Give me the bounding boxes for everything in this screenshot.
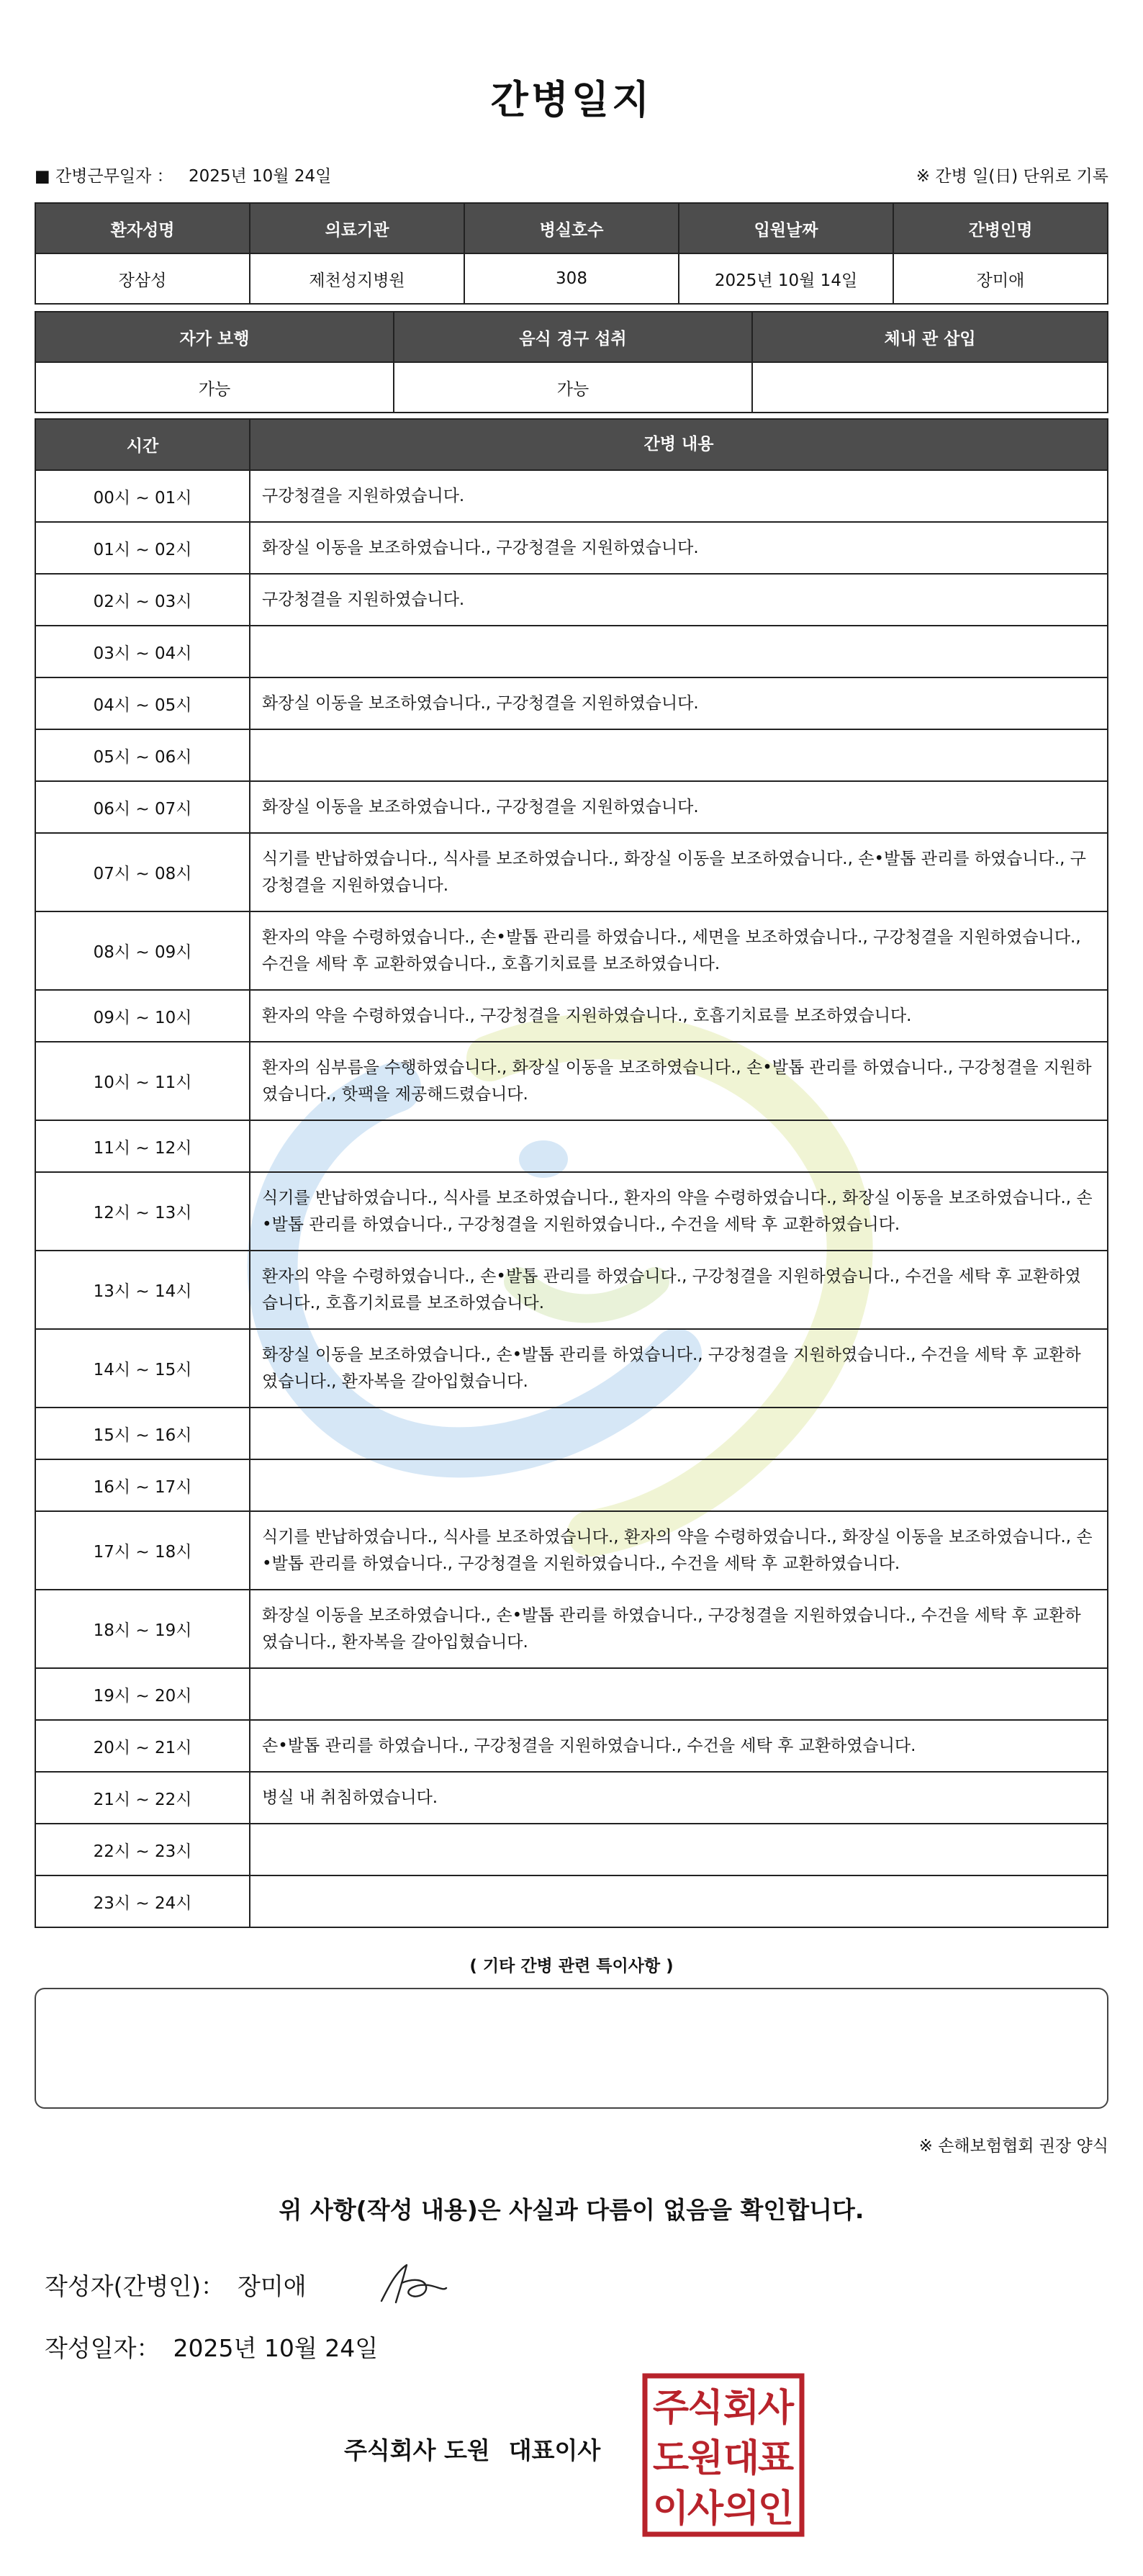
header-admission-date: 입원날짜 — [679, 204, 894, 253]
row-time: 10시 ~ 11시 — [36, 1042, 250, 1120]
table-row — [36, 911, 1107, 989]
row-content: 화장실 이동을 보조하였습니다., 손•발톱 관리를 하였습니다., 구강청결을 지원하였습니다., 수건을 세탁 후 교환하였습니다., 환자복을 갈아입혔습니다. — [262, 1606, 1081, 1652]
writer-label: 작성자(간병인)： — [45, 2272, 225, 2300]
row-time: 18시 ~ 19시 — [36, 1590, 250, 1667]
caregiver-name: 장미애 — [976, 271, 1025, 290]
writer-line — [45, 2268, 320, 2302]
table-row — [36, 1459, 1107, 1510]
row-content: 식기를 반납하였습니다., 식사를 보조하였습니다., 환자의 약을 수령하였습니다., 화장실 이동을 보조하였습니다., 손•발톱 관리를 하였습니다., 구강청결을 지원하였습니다., 수건을 세탁 후 교환하였습니다. — [262, 1188, 1093, 1234]
row-time: 02시 ~ 03시 — [36, 575, 250, 625]
row-time: 20시 ~ 21시 — [36, 1721, 250, 1771]
room-number: 308 — [465, 254, 679, 303]
row-time: 08시 ~ 09시 — [36, 912, 250, 989]
row-content: 화장실 이동을 보조하였습니다., 구강청결을 지원하였습니다. — [262, 693, 699, 713]
svg-text:원: 원 — [687, 2437, 724, 2480]
company-line — [344, 2432, 600, 2466]
table-row — [36, 1041, 1107, 1120]
header-self-walking: 자가 보행 — [36, 312, 394, 361]
header-room-number: 병실호수 — [465, 204, 679, 253]
row-time: 22시 ~ 23시 — [36, 1824, 250, 1875]
row-time: 15시 ~ 16시 — [36, 1408, 250, 1459]
write-date-value: 2025년 10월 24일 — [173, 2334, 379, 2362]
row-content: 환자의 심부름을 수행하였습니다., 화장실 이동을 보조하였습니다., 손•발톱 관리를 하였습니다., 구강청결을 지원하였습니다., 핫팩을 제공해드렸습니다. — [262, 1058, 1092, 1104]
svg-text:회: 회 — [723, 2387, 760, 2430]
row-content — [250, 1824, 1107, 1875]
svg-text:주: 주 — [652, 2387, 690, 2430]
row-content — [250, 1669, 1107, 1719]
svg-text:식: 식 — [687, 2387, 724, 2430]
row-time: 06시 ~ 07시 — [36, 782, 250, 832]
special-notes-box — [35, 1988, 1108, 2109]
work-date — [35, 163, 331, 186]
row-content: 환자의 약을 수령하였습니다., 손•발톱 관리를 하였습니다., 세면을 보조하였습니다., 구강청결을 지원하였습니다., 수건을 세탁 후 교환하였습니다., 호흡기치료를 보조하였습니다. — [262, 927, 1081, 973]
header-oral-intake: 음식 경구 섭취 — [394, 312, 753, 361]
table-row — [36, 1719, 1107, 1771]
work-date-row — [35, 163, 1108, 192]
write-date-line — [45, 2330, 391, 2364]
self-walking-value: 가능 — [36, 363, 394, 412]
row-content — [250, 1408, 1107, 1459]
row-content: 식기를 반납하였습니다., 식사를 보조하였습니다., 화장실 이동을 보조하였습니다., 손•발톱 관리를 하였습니다., 구강청결을 지원하였습니다. — [262, 849, 1086, 895]
row-content: 환자의 약을 수령하였습니다., 손•발톱 관리를 하였습니다., 구강청결을 지원하였습니다., 수건을 세탁 후 교환하였습니다., 호흡기치료를 보조하였습니다. — [262, 1266, 1081, 1312]
table-row — [36, 469, 1107, 521]
writer-name: 장미애 — [238, 2272, 307, 2300]
table-row — [36, 1120, 1107, 1171]
table-row — [36, 1328, 1107, 1407]
table-row — [36, 780, 1107, 832]
svg-text:이: 이 — [652, 2487, 690, 2531]
table-row — [36, 1510, 1107, 1589]
page-title: 간병일지 — [490, 77, 653, 122]
hospital-name: 제천성지병원 — [250, 254, 465, 303]
row-time: 01시 ~ 02시 — [36, 523, 250, 573]
work-date-label: ■ 간병근무일자 ： — [35, 167, 173, 186]
svg-text:도: 도 — [652, 2437, 690, 2480]
row-time: 07시 ~ 08시 — [36, 834, 250, 911]
table-row — [36, 729, 1107, 780]
table-row — [36, 677, 1107, 729]
care-log-table — [35, 418, 1108, 1928]
row-content: 환자의 약을 수령하였습니다., 구강청결을 지원하였습니다., 호흡기치료를 보조하였습니다. — [262, 1006, 912, 1025]
patient-header-row — [36, 204, 1107, 254]
write-date-label: 작성일자： — [45, 2334, 161, 2362]
header-hospital: 의료기관 — [250, 204, 465, 253]
table-row — [36, 832, 1107, 911]
svg-text:사: 사 — [687, 2487, 724, 2531]
row-content — [250, 1121, 1107, 1171]
company-seal-icon — [642, 2373, 805, 2537]
table-row — [36, 1875, 1107, 1927]
row-content: 화장실 이동을 보조하였습니다., 구강청결을 지원하였습니다. — [262, 538, 699, 557]
table-row — [36, 1171, 1107, 1250]
company-name: 주식회사 도원 — [344, 2436, 490, 2464]
row-content: 손•발톱 관리를 하였습니다., 구강청결을 지원하였습니다., 수건을 세탁 후 교환하였습니다. — [262, 1736, 916, 1755]
confirm-statement: 위 사항(작성 내용)은 사실과 다름이 없음을 확인합니다. — [279, 2196, 864, 2224]
row-time: 14시 ~ 15시 — [36, 1330, 250, 1407]
row-content: 화장실 이동을 보조하였습니다., 구강청결을 지원하였습니다. — [262, 797, 699, 816]
table-row — [36, 521, 1107, 573]
admission-date: 2025년 10월 14일 — [679, 254, 894, 303]
table-row — [36, 1407, 1107, 1459]
svg-text:인: 인 — [757, 2487, 795, 2531]
table-row — [36, 625, 1107, 677]
row-time: 09시 ~ 10시 — [36, 991, 250, 1041]
table-row — [36, 1589, 1107, 1667]
table-row — [36, 573, 1107, 625]
unit-note: ※ 간병 일(日) 단위로 기록 — [916, 167, 1108, 186]
ability-table — [35, 311, 1108, 413]
row-time: 17시 ~ 18시 — [36, 1512, 250, 1589]
row-content: 화장실 이동을 보조하였습니다., 손•발톱 관리를 하였습니다., 구강청결을 지원하였습니다., 수건을 세탁 후 교환하였습니다., 환자복을 갈아입혔습니다. — [262, 1345, 1081, 1391]
row-time: 11시 ~ 12시 — [36, 1121, 250, 1171]
header-time: 시간 — [36, 420, 250, 469]
oral-intake-value: 가능 — [394, 363, 753, 412]
table-row — [36, 1667, 1107, 1719]
row-time: 23시 ~ 24시 — [36, 1876, 250, 1927]
care-log-header-row — [36, 418, 1107, 469]
ability-header-row — [36, 312, 1107, 363]
table-row — [36, 989, 1107, 1041]
row-time: 19시 ~ 20시 — [36, 1669, 250, 1719]
row-content — [250, 626, 1107, 677]
header-patient-name: 환자성명 — [36, 204, 250, 253]
svg-text:표: 표 — [757, 2437, 795, 2480]
table-row — [36, 1771, 1107, 1823]
row-time: 16시 ~ 17시 — [36, 1460, 250, 1510]
company-title: 대표이사 — [508, 2436, 601, 2464]
svg-text:대: 대 — [723, 2437, 760, 2480]
table-row — [36, 1250, 1107, 1328]
header-care-content: 간병 내용 — [250, 420, 1107, 469]
row-time: 04시 ~ 05시 — [36, 678, 250, 729]
svg-text:사: 사 — [757, 2387, 795, 2430]
patient-value-row — [36, 254, 1107, 303]
notes-title: ( 기타 간병 관련 특이사항 ) — [469, 1957, 674, 1976]
row-content: 식기를 반납하였습니다., 식사를 보조하였습니다., 환자의 약을 수령하였습니다., 화장실 이동을 보조하였습니다., 손•발톱 관리를 하였습니다., 구강청결을 지원하였습니다., 수건을 세탁 후 교환하였습니다. — [262, 1527, 1093, 1573]
row-content: 구강청결을 지원하였습니다. — [262, 590, 465, 609]
row-time: 13시 ~ 14시 — [36, 1251, 250, 1328]
row-time: 03시 ~ 04시 — [36, 626, 250, 677]
row-content — [250, 730, 1107, 780]
signature-icon — [374, 2258, 453, 2308]
patient-info-table — [35, 202, 1108, 305]
row-content — [250, 1876, 1107, 1927]
tube-insertion-value — [753, 363, 1107, 412]
row-time: 05시 ~ 06시 — [36, 730, 250, 780]
header-caregiver-name: 간병인명 — [968, 220, 1033, 240]
row-time: 00시 ~ 01시 — [36, 471, 250, 521]
recommend-note: ※ 손해보험협회 권장 양식 — [918, 2137, 1108, 2156]
work-date-value: 2025년 10월 24일 — [188, 167, 332, 186]
row-time: 12시 ~ 13시 — [36, 1173, 250, 1250]
ability-value-row — [36, 363, 1107, 412]
row-time: 21시 ~ 22시 — [36, 1773, 250, 1823]
row-content: 병실 내 취침하였습니다. — [262, 1788, 438, 1807]
svg-text:의: 의 — [723, 2487, 760, 2531]
table-row — [36, 1823, 1107, 1875]
header-tube-insertion: 체내 관 삽입 — [884, 329, 976, 348]
patient-name: 장삼성 — [36, 254, 250, 303]
row-content: 구강청결을 지원하였습니다. — [262, 486, 465, 505]
row-content — [250, 1460, 1107, 1510]
